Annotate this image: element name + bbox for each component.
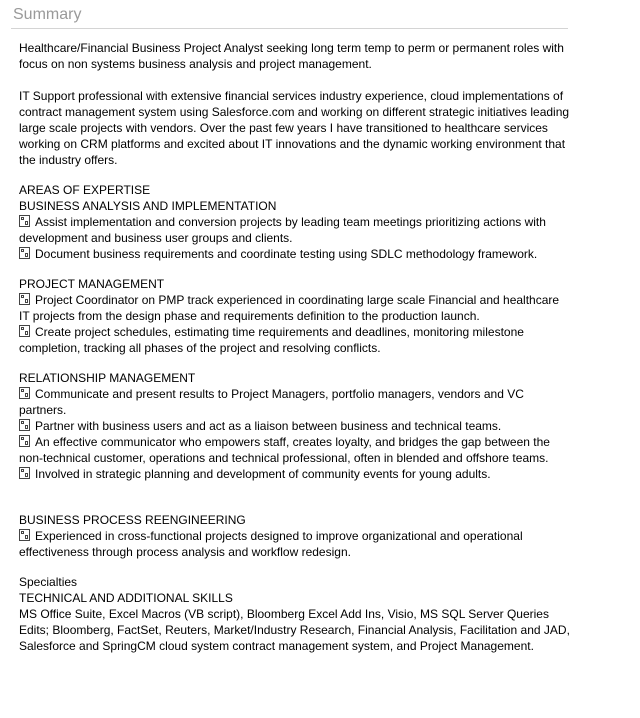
expertise-section-business-analysis bbox=[19, 198, 571, 262]
bullet-glyph-icon bbox=[19, 529, 30, 541]
bullet-text: Project Coordinator on PMP track experienced in coordinating large scale Financial and healthcare IT projects from the design phase and requirements definition to the production launch. bbox=[19, 293, 560, 323]
expertise-section-relationship-management bbox=[19, 370, 571, 482]
bullet-item bbox=[19, 466, 571, 482]
bullet-text: Assist implementation and conversion projects by leading team meetings prioritizing actions with development and business user groups and clients. bbox=[19, 215, 546, 245]
bullet-item bbox=[19, 214, 571, 246]
bullet-text: Involved in strategic planning and development of community events for young adults. bbox=[35, 467, 491, 481]
bullet-text: Document business requirements and coordinate testing using SDLC methodology framework. bbox=[35, 247, 538, 261]
bullet-item bbox=[19, 292, 571, 324]
bullet-item bbox=[19, 418, 571, 434]
section-title: BUSINESS ANALYSIS AND IMPLEMENTATION bbox=[19, 199, 277, 213]
intro-paragraph-2: IT Support professional with extensive financial services industry experience, cloud implementations of contract management system using Salesforce.com and working on different strategic initiatives leading large scale projects with vendors. Over the past few years I have transitioned to healthcare services working on CRM platforms and excited about IT innovations and the dynamic working environment that the industry offers. bbox=[19, 89, 570, 167]
bullet-glyph-icon bbox=[19, 215, 30, 227]
bullet-item bbox=[19, 386, 571, 418]
intro-paragraph-1: Healthcare/Financial Business Project Analyst seeking long term temp to perm or permanent roles with focus on non systems business analysis and project management. bbox=[19, 41, 564, 71]
summary-content bbox=[19, 40, 571, 654]
section-title: PROJECT MANAGEMENT bbox=[19, 277, 165, 291]
bullet-glyph-icon bbox=[19, 419, 30, 431]
bullet-glyph-icon bbox=[19, 435, 30, 447]
areas-of-expertise-heading: AREAS OF EXPERTISE bbox=[19, 183, 151, 197]
bullet-item bbox=[19, 434, 571, 466]
technical-skills-heading: TECHNICAL AND ADDITIONAL SKILLS bbox=[19, 591, 233, 605]
section-title: BUSINESS PROCESS REENGINEERING bbox=[19, 513, 246, 527]
bullet-text: Communicate and present results to Project Managers, portfolio managers, vendors and VC partners. bbox=[19, 387, 524, 417]
bullet-glyph-icon bbox=[19, 467, 30, 479]
bullet-glyph-icon bbox=[19, 247, 30, 259]
bullet-glyph-icon bbox=[19, 325, 30, 337]
technical-skills-text: MS Office Suite, Excel Macros (VB script), Bloomberg Excel Add Ins, Visio, MS SQL Server Queries Edits; Bloomberg, FactSet, Reuters, Market/Industry Research, Financial Analysis, Facilitation and JAD, Salesforce and SpringCM cloud system contract management system, and Project Management. bbox=[19, 607, 570, 653]
section-title: RELATIONSHIP MANAGEMENT bbox=[19, 371, 196, 385]
bullet-item bbox=[19, 246, 571, 262]
bullet-glyph-icon bbox=[19, 293, 30, 305]
bullet-text: Create project schedules, estimating time requirements and deadlines, monitoring milestone completion, tracking all phases of the project and resolving conflicts. bbox=[19, 325, 524, 355]
expertise-section-project-management bbox=[19, 276, 571, 356]
bullet-text: Partner with business users and act as a liaison between business and technical teams. bbox=[35, 419, 502, 433]
specialties-label: Specialties bbox=[19, 575, 78, 589]
summary-title: Summary bbox=[13, 6, 82, 23]
expertise-section-business-process-reengineering bbox=[19, 512, 571, 560]
specialties-section bbox=[19, 574, 571, 654]
bullet-text: An effective communicator who empowers staff, creates loyalty, and bridges the gap between the non-technical customer, operations and technical professional, often in blended and offshore teams. bbox=[19, 435, 550, 465]
bullet-item bbox=[19, 528, 571, 560]
bullet-text: Experienced in cross-functional projects designed to improve organizational and operational effectiveness through process analysis and workflow redesign. bbox=[19, 529, 523, 559]
bullet-item bbox=[19, 324, 571, 356]
bullet-glyph-icon bbox=[19, 387, 30, 399]
summary-header bbox=[11, 5, 568, 29]
